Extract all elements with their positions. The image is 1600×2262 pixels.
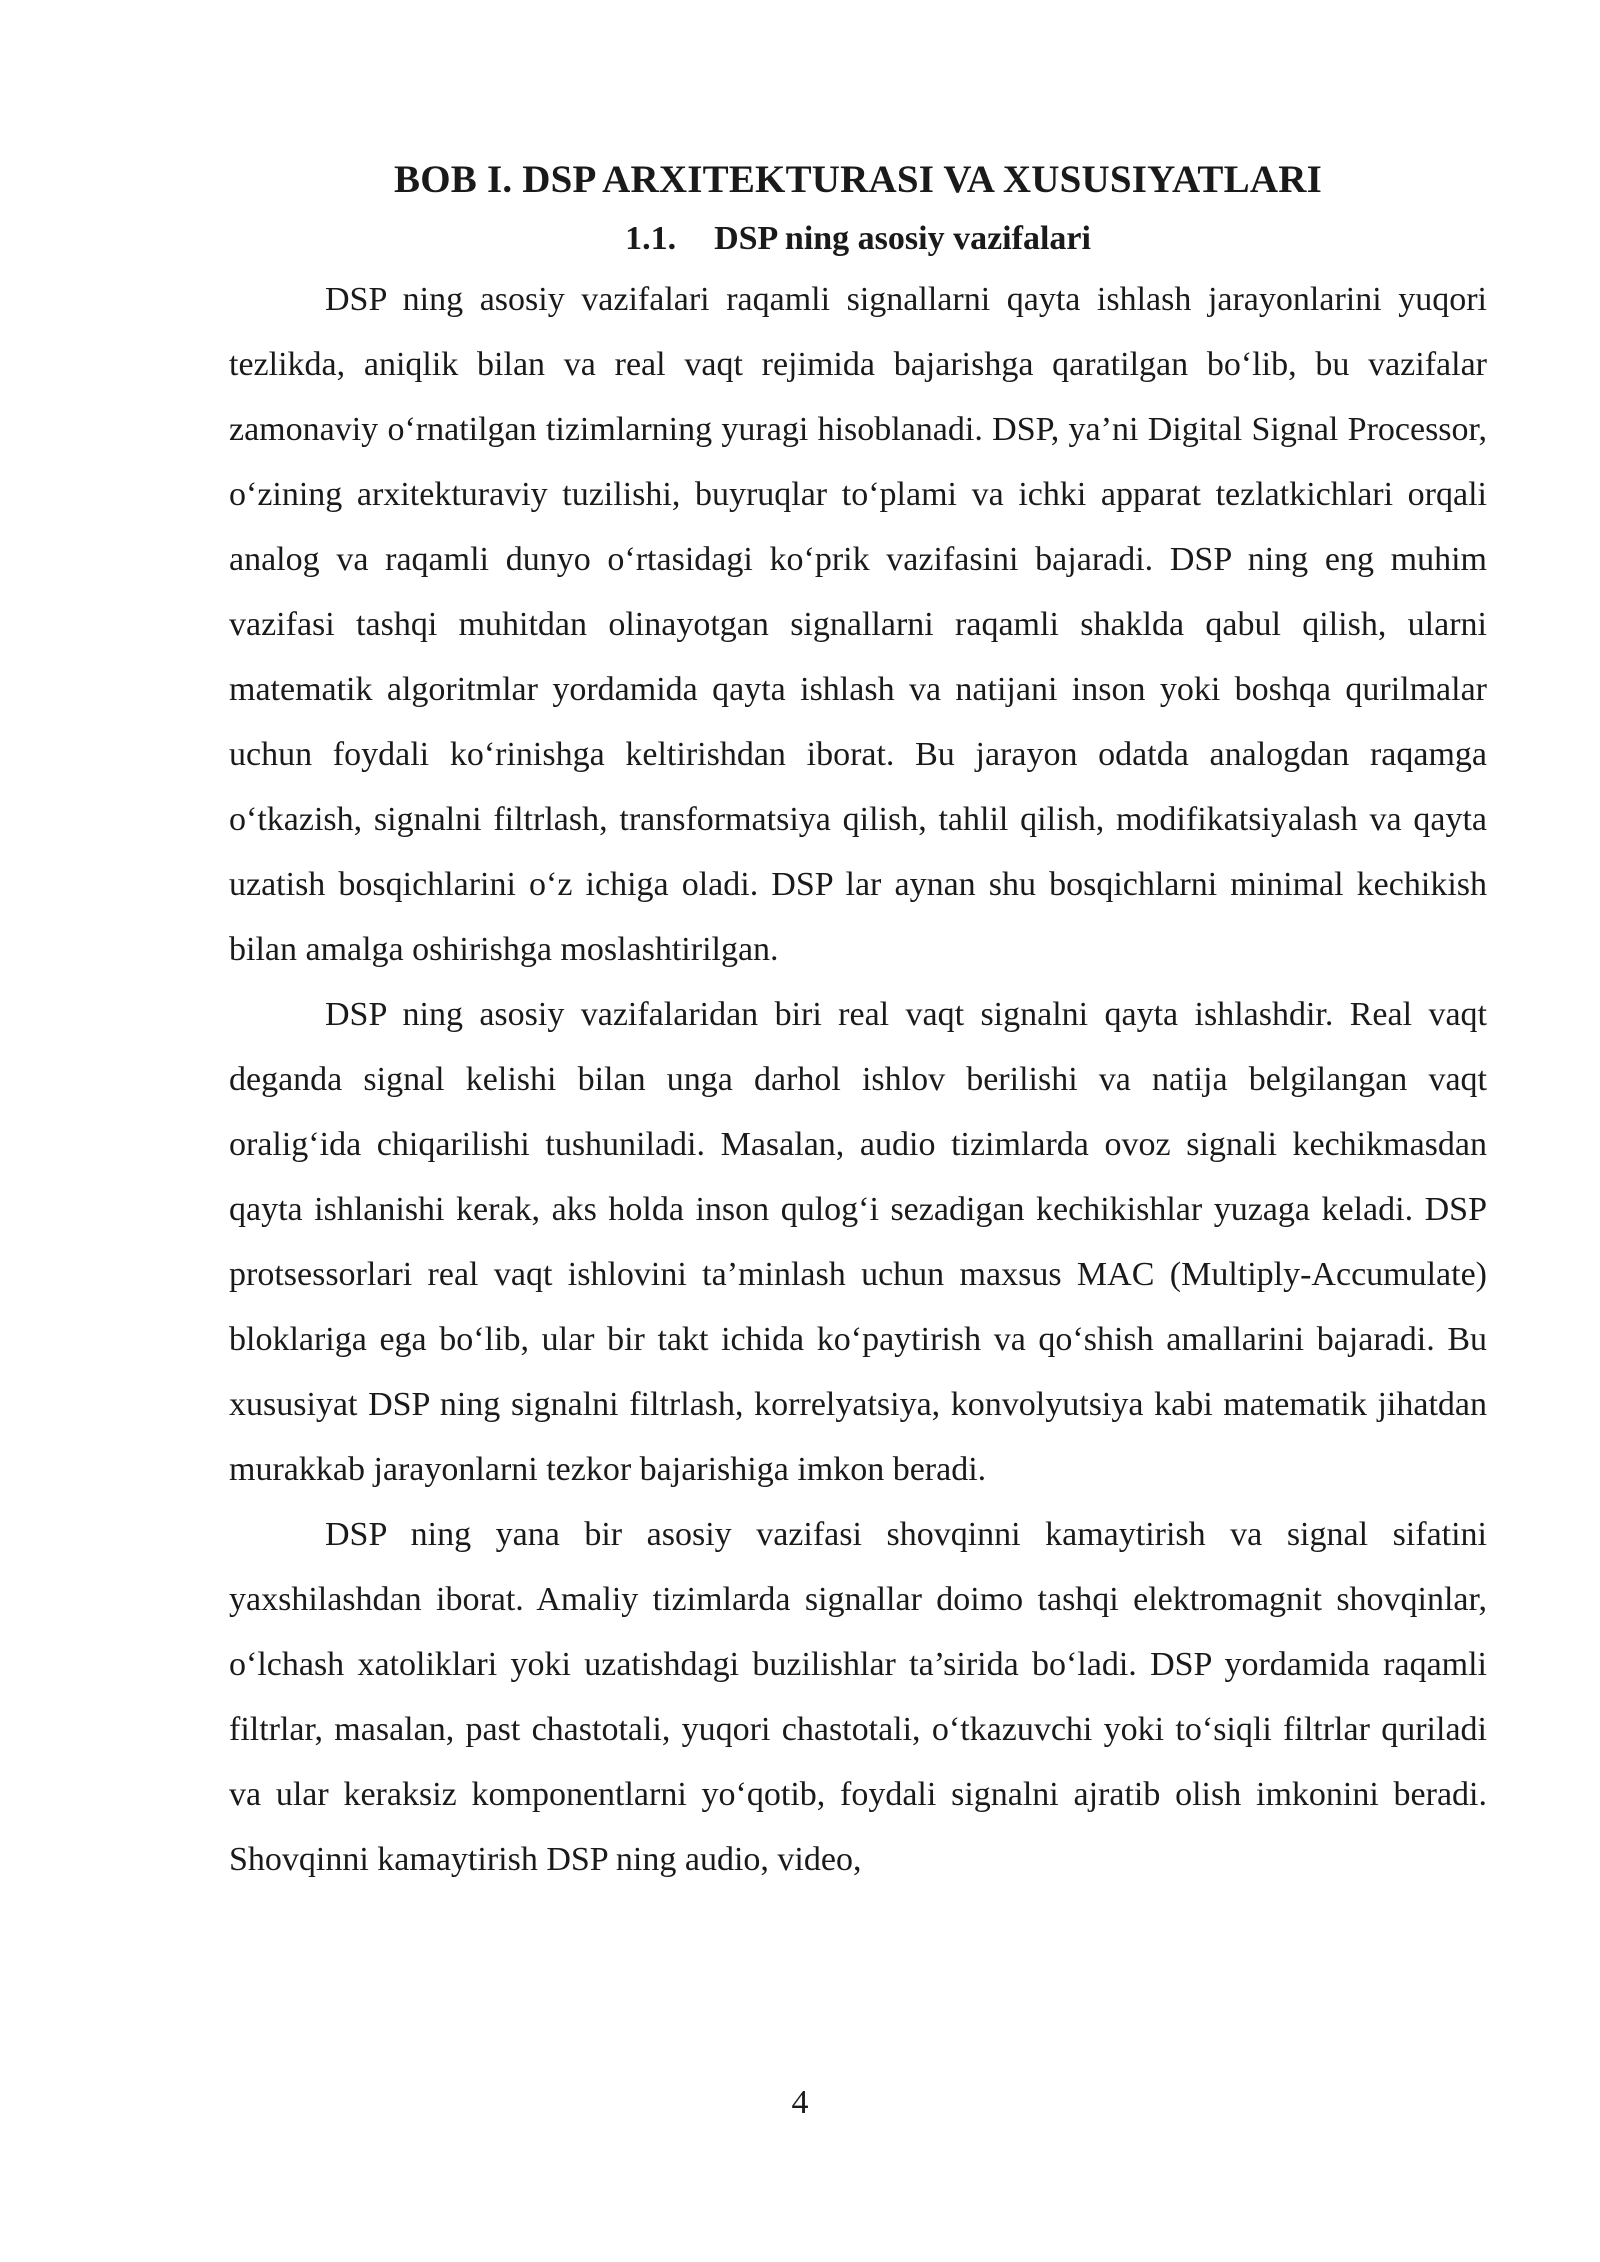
page-number: 4 [791, 2084, 809, 2121]
chapter-title: BOB I. DSP ARXITEKTURASI VA XUSUSIYATLARI [394, 158, 1322, 201]
section-heading [229, 214, 1487, 264]
document-page [229, 150, 1487, 1892]
paragraph-2: DSP ning asosiy vazifalaridan biri real vaqt signalni qayta ishlashdir. Real vaqt deganda signal kelishi bilan unga darhol ishlov berilishi va natija belgilangan vaqt oralig‘ida chiqarilishi tushuniladi. Masalan, audio tizimlarda ovoz signali kechikmasdan qayta ishlanishi kerak, aks holda inson qulog‘i sezadigan kechikishlar yuzaga keladi. DSP protsessorlari real vaqt ishlovini ta’minlash uchun maxsus MAC (Multiply-Accumulate) bloklariga ega bo‘lib, ular bir takt ichida ko‘paytirish va qo‘shish amallarini bajaradi. Bu xususiyat DSP ning signalni filtrlash, korrelyatsiya, konvolyutsiya kabi matematik jihatdan murakkab jarayonlarni tezkor bajarishiga imkon beradi. [229, 996, 1487, 1488]
section-number: 1.1. [625, 220, 677, 257]
paragraph-3: DSP ning yana bir asosiy vazifasi shovqinni kamaytirish va signal sifatini yaxshilashdan iborat. Amaliy tizimlarda signallar doimo tashqi elektromagnit shovqinlar, o‘lchash xatoliklari yoki uzatishdagi buzilishlar ta’sirida bo‘ladi. DSP yordamida raqamli filtrlar, masalan, past chastotali, yuqori chastotali, o‘tkazuvchi yoki to‘siqli filtrlar quriladi va ular keraksiz komponentlarni yo‘qotib, foydali signalni ajratib olish imkonini beradi. Shovqinni kamaytirish DSP ning audio, video, [229, 1516, 1487, 1878]
section-title: DSP ning asosiy vazifalari [714, 220, 1091, 257]
paragraph-1: DSP ning asosiy vazifalari raqamli signallarni qayta ishlash jarayonlarini yuqori tezlikda, aniqlik bilan va real vaqt rejimida bajarishga qaratilgan bo‘lib, bu vazifalar zamonaviy o‘rnatilgan tizimlarning yuragi hisoblanadi. DSP, ya’ni Digital Signal Processor, o‘zining arxitekturaviy tuzilishi, buyruqlar to‘plami va ichki apparat tezlatkichlari orqali analog va raqamli dunyo o‘rtasidagi ko‘prik vazifasini bajaradi. DSP ning eng muhim vazifasi tashqi muhitdan olinayotgan signallarni raqamli shaklda qabul qilish, ularni matematik algoritmlar yordamida qayta ishlash va natijani inson yoki boshqa qurilmalar uchun foydali ko‘rinishga keltirishdan iborat. Bu jarayon odatda analogdan raqamga o‘tkazish, signalni filtrlash, transformatsiya qilish, tahlil qilish, modifikatsiyalash va qayta uzatish bosqichlarini o‘z ichiga oladi. DSP lar aynan shu bosqichlarni minimal kechikish bilan amalga oshirishga moslashtirilgan. [229, 281, 1487, 968]
